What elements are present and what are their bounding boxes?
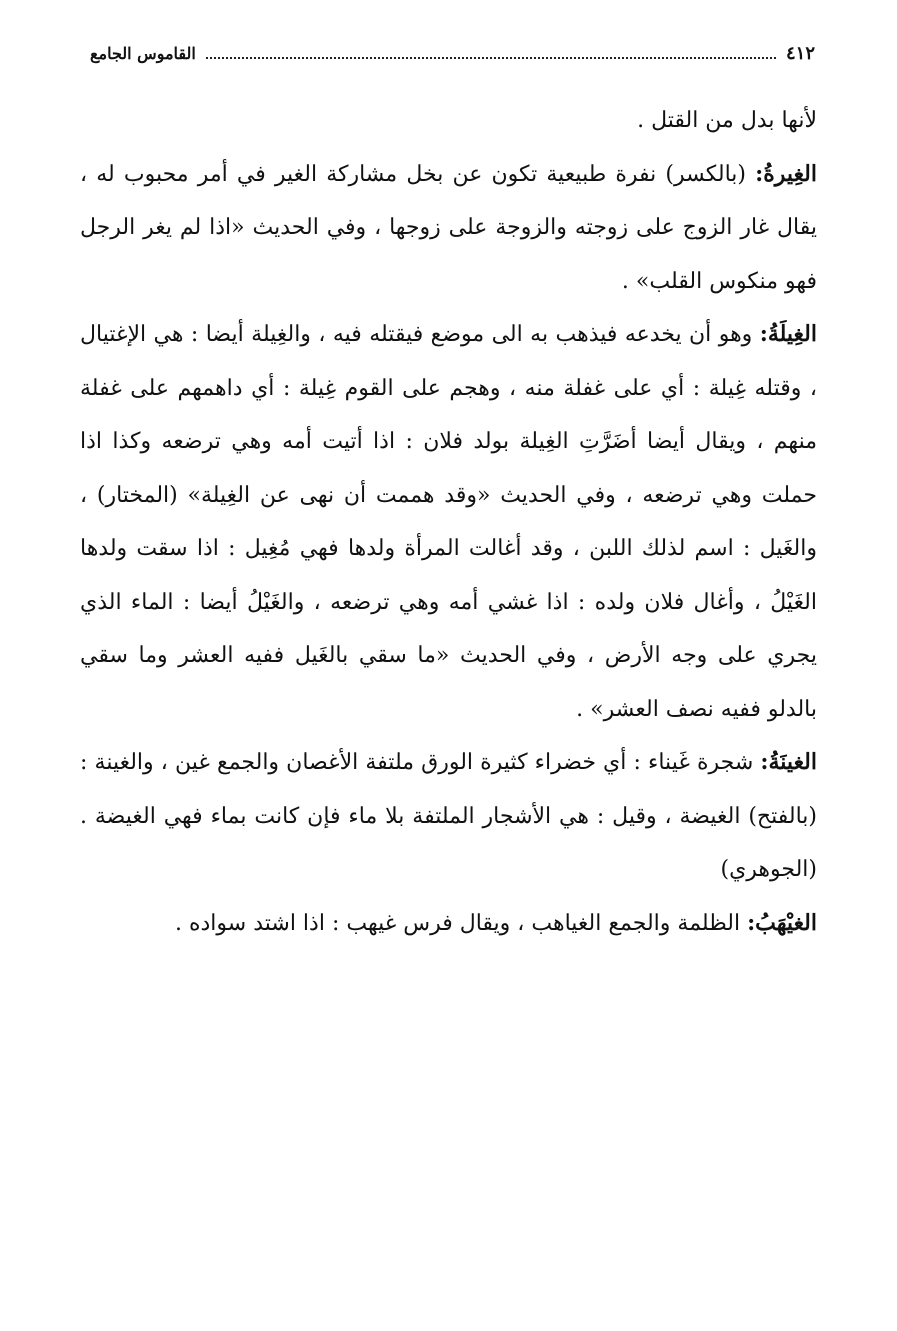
running-header — [90, 36, 815, 70]
entry-headword: الغينَةُ: — [760, 749, 817, 775]
entry-continuation — [80, 94, 817, 148]
dotted-leader — [206, 57, 776, 59]
page-number: ٤١٢ — [785, 42, 815, 64]
entry-headword: الغِيرةُ: — [755, 160, 817, 187]
entry-text: لأنها بدل من القتل . — [637, 108, 817, 133]
entry-text: الظلمة والجمع الغياهب ، ويقال فرس غيهب : اذا اشتد سواده . — [174, 910, 748, 936]
entry-text: شجرة غَيناء : أي خضراء كثيرة الورق ملتفة الأغصان والجمع غين ، والغينة : (بالفتح) الغيضة ، وقيل : هي الأشجار الملتفة بلا ماء فإن كانت بماء فهي الغيضة . (الجوهري) — [80, 750, 817, 882]
book-title: القاموس الجامع — [90, 43, 196, 63]
dictionary-body — [80, 94, 817, 950]
entry-text: وهو أن يخدعه فيذهب به الى موضع فيقتله فيه ، والغِيلة أيضا : هي الإغتيال ، وقتله غِيلة : أي على غفلة منه ، وهجم على القوم غِيلة : أي داهمهم على غفلة منهم ، ويقال أيضا أضَرَّتِ الغِيلة بولد فلان : اذا أتيت أمه وهي ترضعه وكذا اذا حملت وهي ترضعه ، وفي الحديث «وقد هممت أن نهى عن الغِيلة» (المختار) ، والغَيل : اسم لذلك اللبن ، وقد أغالت المرأة ولدها فهي مُغِيل : اذا سقت ولدها الغَيْلُ ، وأغال فلان ولده : اذا غشي أمه وهي ترضعه ، والغَيْلُ أيضا : الماء الذي يجري على وجه الأرض ، وفي الحديث «ما سقي بالغَيل ففيه العشر وما سقي بالدلو ففيه نصف العشر» . — [80, 322, 817, 722]
entry-headword: الغِيلَةُ: — [759, 321, 817, 347]
entry-ghina — [80, 736, 817, 897]
entry-text: (بالكسر) نفرة طبيعية تكون عن بخل مشاركة الغير في أمر محبوب له ، يقال غار الزوج على زوجته والزوجة على زوجها ، وفي الحديث «اذا لم يغر الرجل فهو منكوس القلب» . — [80, 161, 817, 294]
entry-ghira — [80, 148, 817, 309]
entry-ghila — [80, 308, 817, 736]
entry-ghayhab — [80, 897, 817, 951]
entry-headword: الغيْهَبُ: — [747, 909, 817, 936]
